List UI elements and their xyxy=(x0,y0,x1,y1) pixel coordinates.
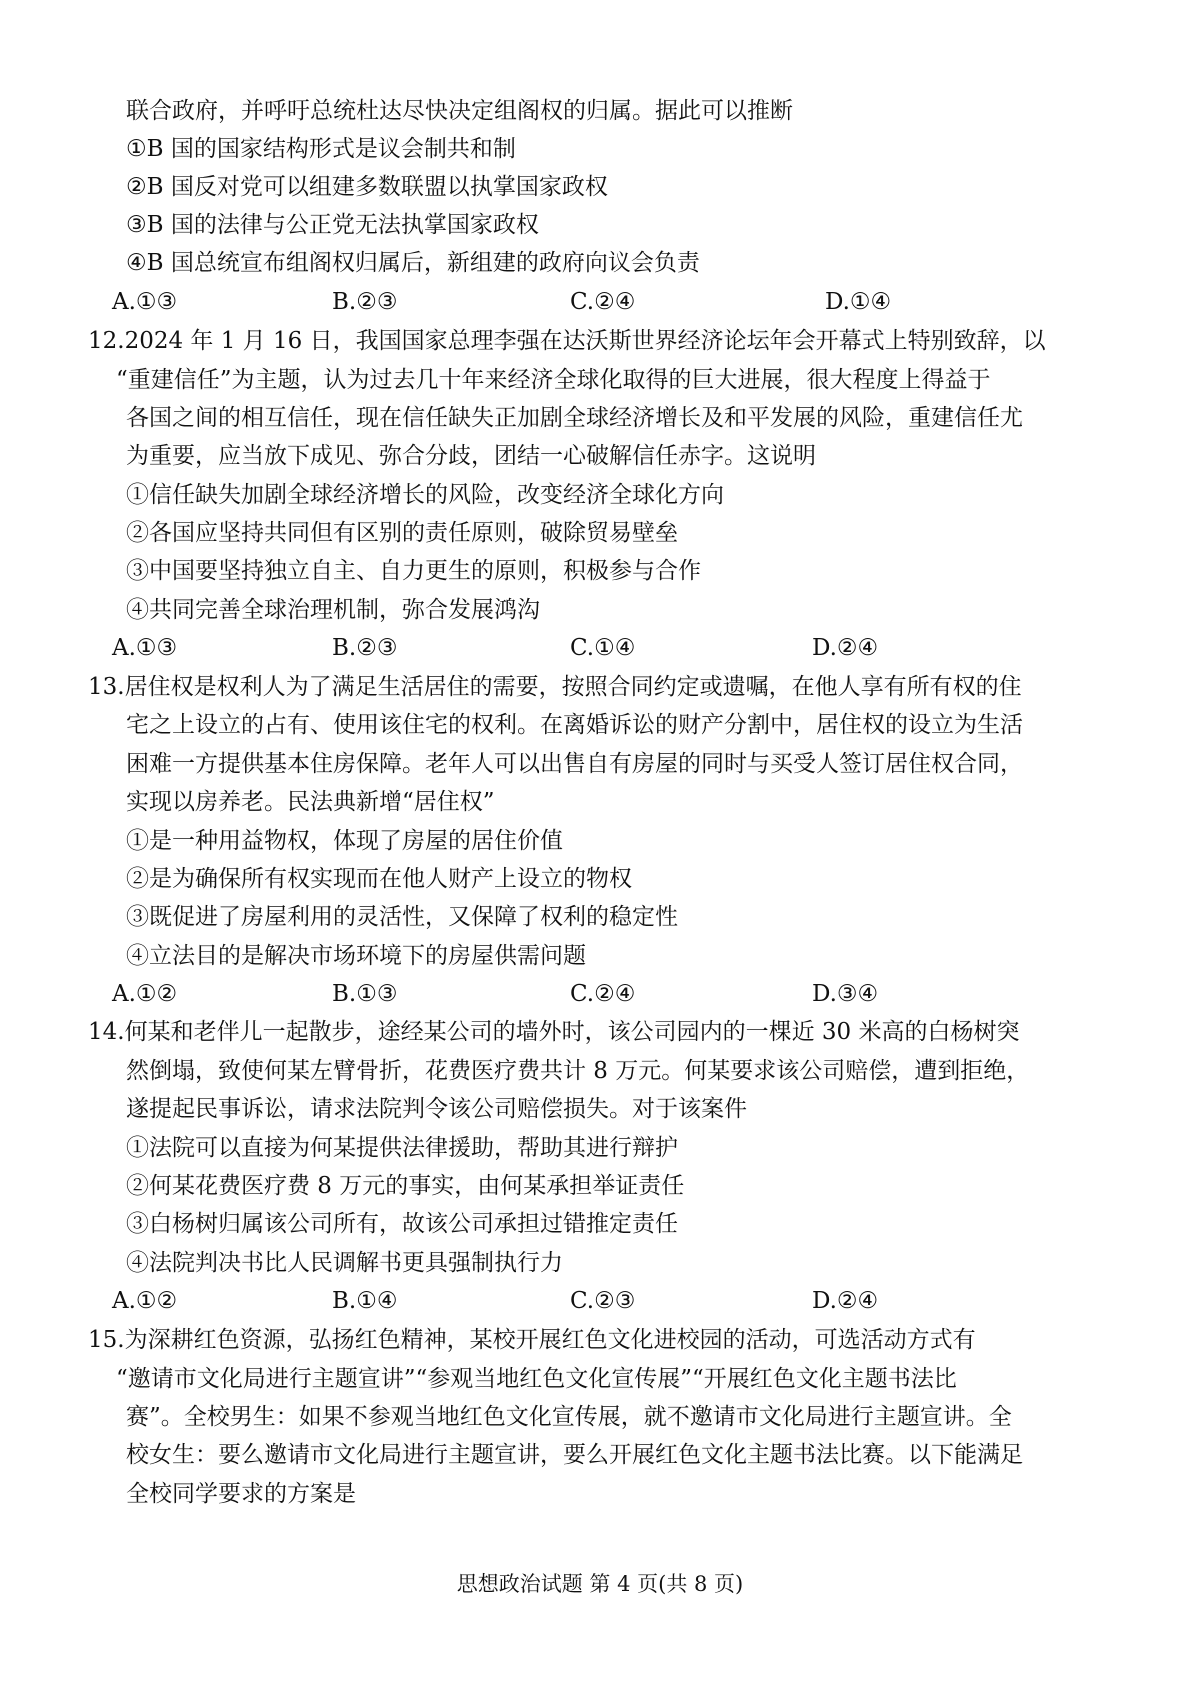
q13-choice-a: A.①② xyxy=(112,981,178,1007)
q12-choice-c: C.①④ xyxy=(570,635,636,661)
q14-choice-d: D.②④ xyxy=(812,1288,879,1314)
q14-option-4: ④法院判决书比人民调解书更具强制执行力 xyxy=(126,1250,563,1276)
q13-stem-line-1: 13.居住权是权利人为了满足生活居住的需要，按照合同约定或遗嘱，在他人享有所有权的住 xyxy=(88,674,1022,700)
q15-stem-line-3: 赛”。全校男生：如果不参观当地红色文化宣传展，就不邀请市文化局进行主题宣讲。全 xyxy=(126,1404,1012,1430)
q13-stem-line-2: 宅之上设立的占有、使用该住宅的权利。在离婚诉讼的财产分割中，居住权的设立为生活 xyxy=(126,712,1023,738)
q13-stem-line-3: 困难一方提供基本住房保障。老年人可以出售自有房屋的同时与买受人签订居住权合同， xyxy=(126,751,1023,777)
q14-stem-line-3: 遂提起民事诉讼，请求法院判令该公司赔偿损失。对于该案件 xyxy=(126,1096,747,1122)
q11-choice-d: D.①④ xyxy=(825,289,892,315)
q11-option-1: ①B 国的国家结构形式是议会制共和制 xyxy=(126,136,516,162)
q12-option-4: ④共同完善全球治理机制，弥合发展鸿沟 xyxy=(126,597,540,623)
q15-stem-line-2: “邀请市文化局进行主题宣讲”“参观当地红色文化宣传展”“开展红色文化主题书法比 xyxy=(116,1366,957,1392)
q11-stem-line: 联合政府，并呼吁总统杜达尽快决定组阁权的归属。据此可以推断 xyxy=(126,98,793,124)
q12-choice-b: B.②③ xyxy=(332,635,398,661)
q11-choice-b: B.②③ xyxy=(332,289,398,315)
q14-choice-c: C.②③ xyxy=(570,1288,636,1314)
q12-choice-d: D.②④ xyxy=(812,635,879,661)
q12-stem-line-3: 各国之间的相互信任，现在信任缺失正加剧全球经济增长及和平发展的风险，重建信任尤 xyxy=(126,405,1023,431)
q15-stem-line-4: 校女生：要么邀请市文化局进行主题宣讲，要么开展红色文化主题书法比赛。以下能满足 xyxy=(126,1442,1023,1468)
q14-stem-line-1: 14.何某和老伴儿一起散步，途经某公司的墙外时，该公司园内的一棵近 30 米高的白杨树突 xyxy=(88,1019,1020,1045)
q11-option-4: ④B 国总统宣布组阁权归属后，新组建的政府向议会负责 xyxy=(126,250,700,276)
q11-option-3: ③B 国的法律与公正党无法执掌国家政权 xyxy=(126,212,539,238)
q14-choice-a: A.①② xyxy=(112,1288,178,1314)
q12-stem-line-2: “重建信任”为主题，认为过去几十年来经济全球化取得的巨大进展，很大程度上得益于 xyxy=(116,367,991,393)
q13-choice-d: D.③④ xyxy=(812,981,879,1007)
q15-stem-line-5: 全校同学要求的方案是 xyxy=(126,1481,356,1507)
q14-option-3: ③白杨树归属该公司所有，故该公司承担过错推定责任 xyxy=(126,1211,678,1237)
q12-stem-line-1: 12.2024 年 1 月 16 日，我国国家总理李强在达沃斯世界经济论坛年会开幕式上特别致辞，以 xyxy=(88,328,1046,354)
q14-stem-line-2: 然倒塌，致使何某左臂骨折，花费医疗费共计 8 万元。何某要求该公司赔偿，遭到拒绝， xyxy=(126,1058,1030,1084)
q11-choice-a: A.①③ xyxy=(112,289,178,315)
q13-choice-c: C.②④ xyxy=(570,981,636,1007)
q14-option-2: ②何某花费医疗费 8 万元的事实，由何某承担举证责任 xyxy=(126,1173,685,1199)
q14-option-1: ①法院可以直接为何某提供法律援助，帮助其进行辩护 xyxy=(126,1135,678,1161)
q12-stem-line-4: 为重要，应当放下成见、弥合分歧，团结一心破解信任赤字。这说明 xyxy=(126,443,816,469)
q13-stem-line-4: 实现以房养老。民法典新增“居住权” xyxy=(126,789,495,815)
q13-choice-b: B.①③ xyxy=(332,981,398,1007)
q13-option-2: ②是为确保所有权实现而在他人财产上设立的物权 xyxy=(126,866,632,892)
q13-option-4: ④立法目的是解决市场环境下的房屋供需问题 xyxy=(126,943,586,969)
page-footer: 思想政治试题 第 4 页(共 8 页) xyxy=(456,1572,744,1596)
q12-option-1: ①信任缺失加剧全球经济增长的风险，改变经济全球化方向 xyxy=(126,482,724,508)
q12-option-3: ③中国要坚持独立自主、自力更生的原则，积极参与合作 xyxy=(126,558,701,584)
q13-option-1: ①是一种用益物权，体现了房屋的居住价值 xyxy=(126,828,563,854)
q12-option-2: ②各国应坚持共同但有区别的责任原则，破除贸易壁垒 xyxy=(126,520,678,546)
q11-option-2: ②B 国反对党可以组建多数联盟以执掌国家政权 xyxy=(126,174,608,200)
q12-choice-a: A.①③ xyxy=(112,635,178,661)
q14-choice-b: B.①④ xyxy=(332,1288,398,1314)
q15-stem-line-1: 15.为深耕红色资源，弘扬红色精神，某校开展红色文化进校园的活动，可选活动方式有 xyxy=(88,1327,976,1353)
q11-choice-c: C.②④ xyxy=(570,289,636,315)
q13-option-3: ③既促进了房屋利用的灵活性，又保障了权利的稳定性 xyxy=(126,904,678,930)
